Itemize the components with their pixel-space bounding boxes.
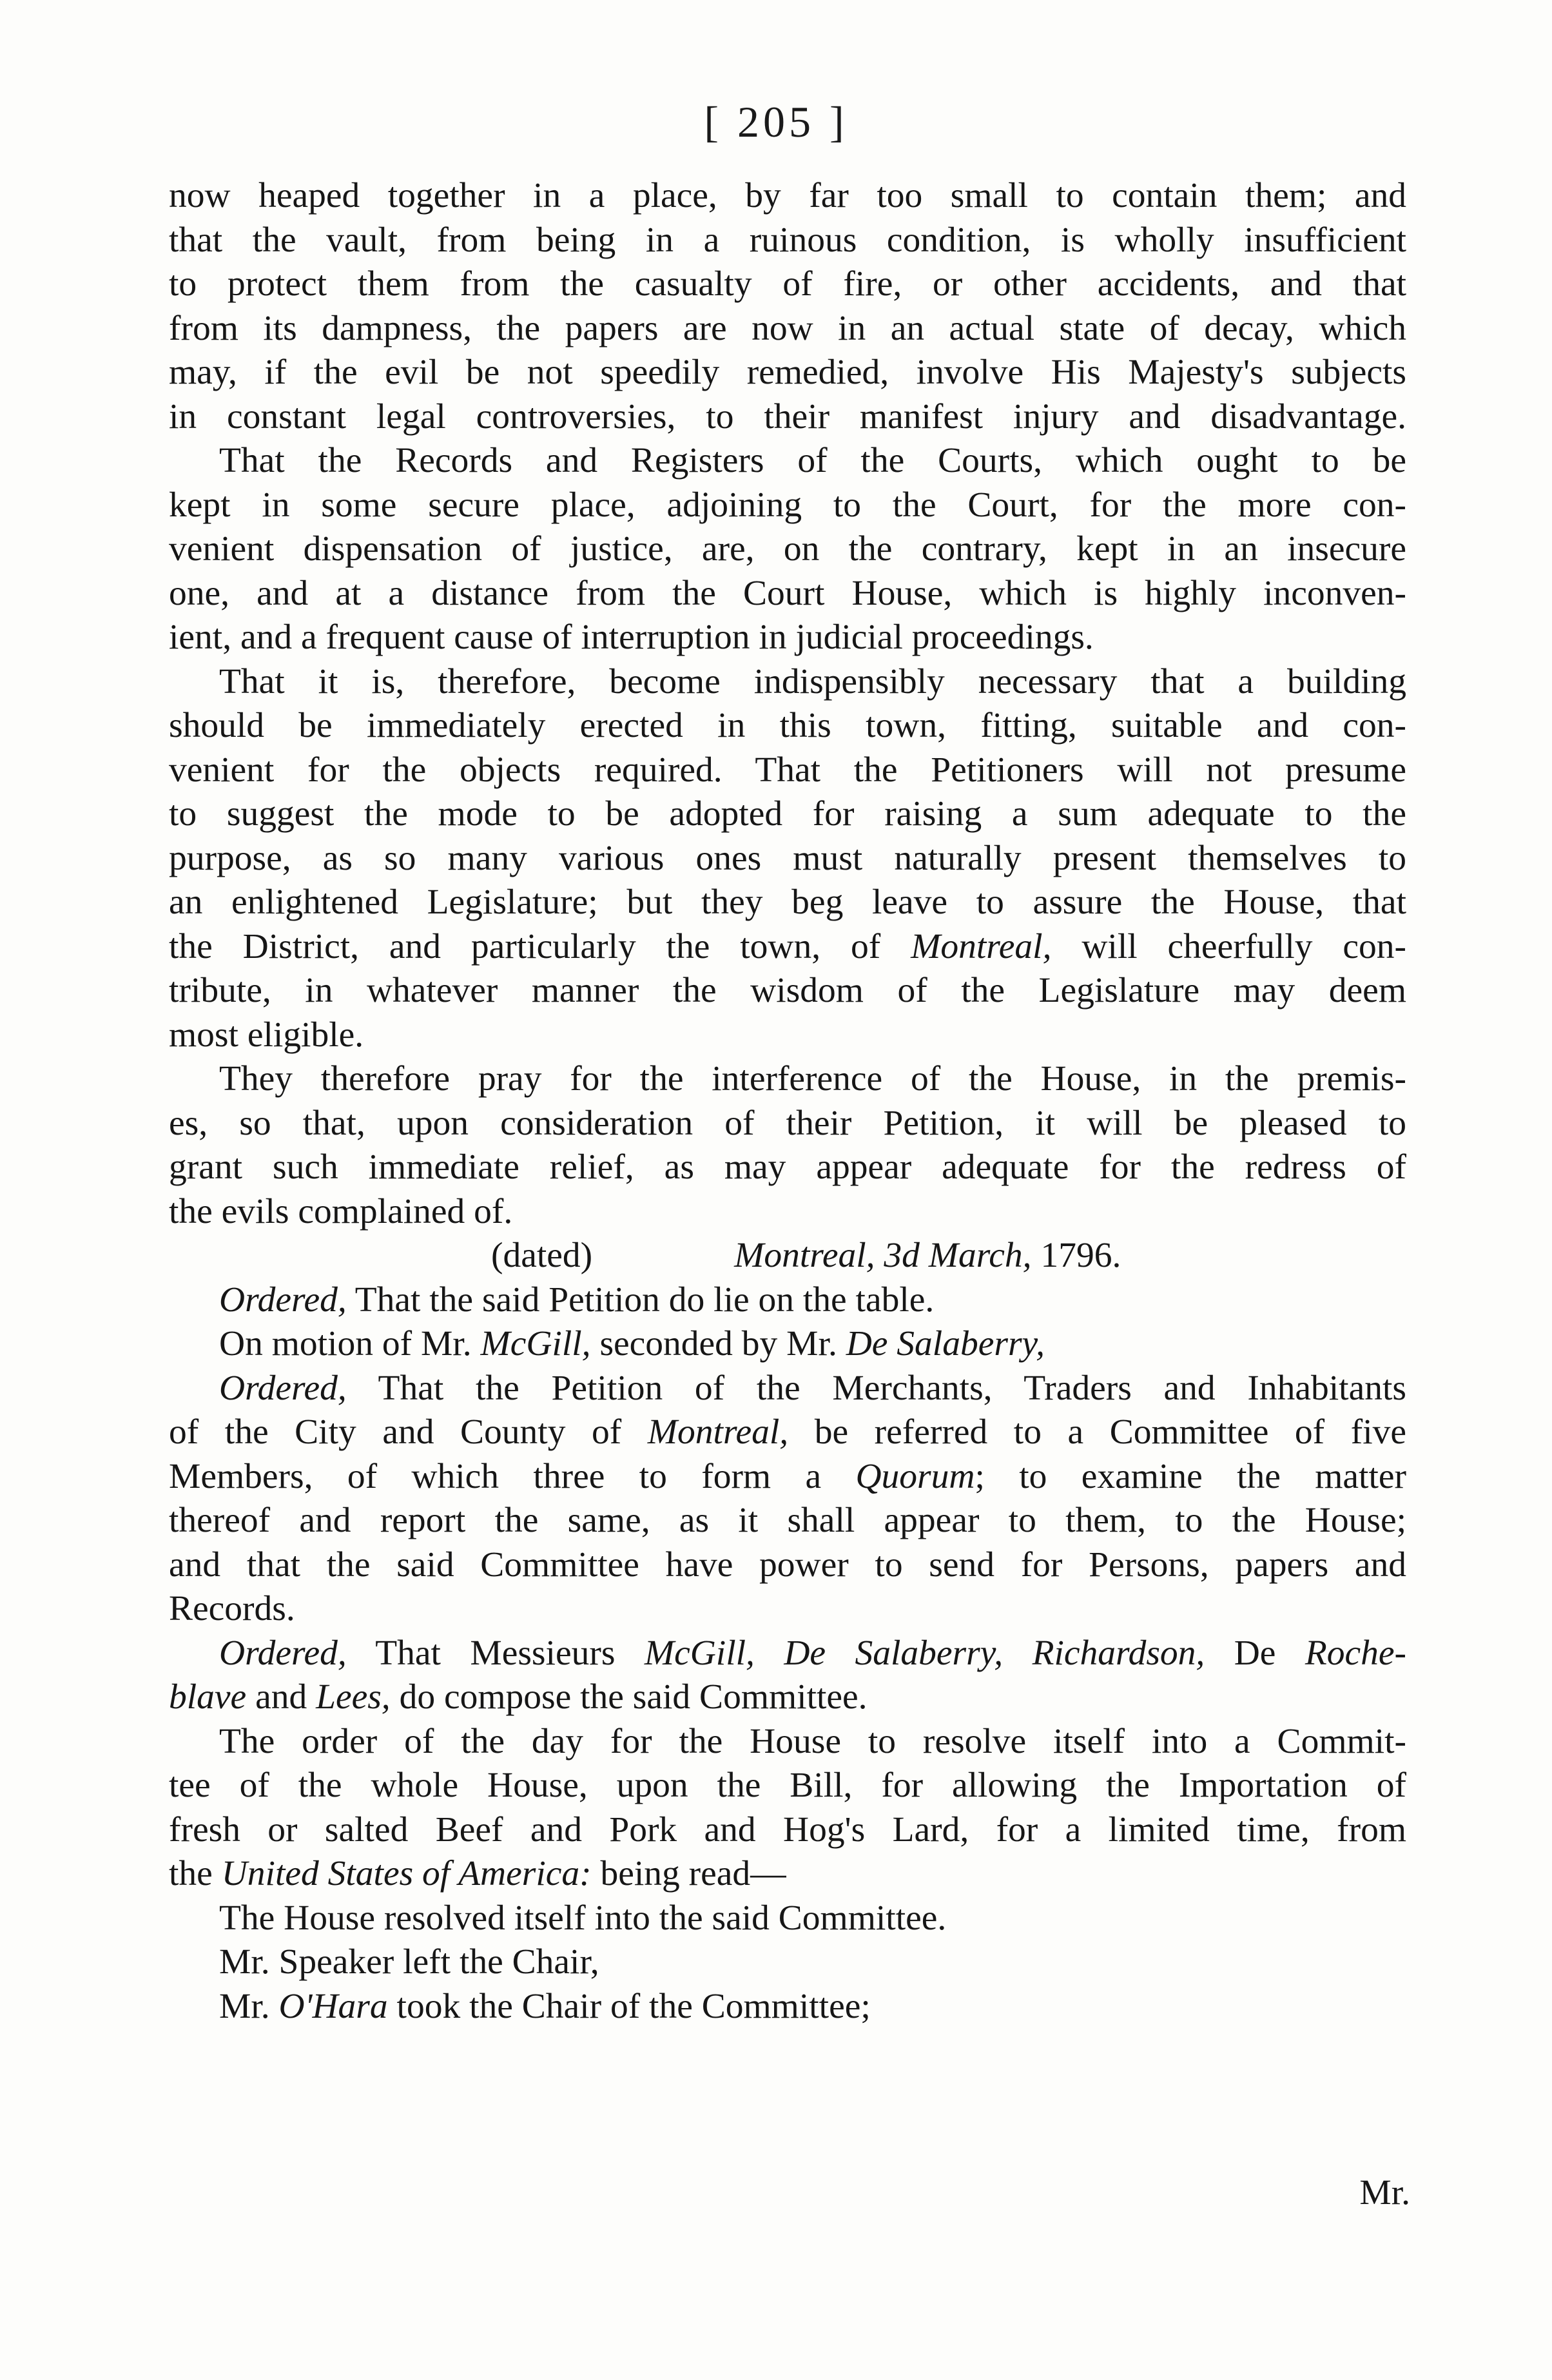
person-name: blave — [169, 1677, 247, 1717]
text-line: thereof and report the same, as it shall appear to them, to the House; — [169, 1501, 1406, 1540]
text-line — [169, 1675, 1406, 1720]
text-line: most eligible. — [169, 1015, 364, 1055]
dateline — [169, 1234, 1406, 1278]
text-line — [169, 925, 1406, 970]
place-name: Montreal, — [647, 1412, 789, 1452]
text-line: grant such immediate relief, as may appear adequate for the redress of — [169, 1147, 1406, 1187]
text-span: ; to examine the matter — [975, 1456, 1407, 1496]
text-span: do compose the said Committee. — [399, 1677, 868, 1717]
text-line: They therefore pray for the interference of the House, in the premis- — [219, 1059, 1406, 1098]
text-span: of the City and County of — [169, 1412, 622, 1452]
text-span: Mr. — [219, 1986, 270, 2026]
text-line: fresh or salted Beef and Pork and Hog's Lard, for a limited time, from — [169, 1809, 1406, 1849]
text-span: That Messieurs — [375, 1633, 616, 1673]
body-text — [169, 174, 1406, 2029]
dated-label: (dated) — [491, 1236, 593, 1275]
text-span: being read— — [600, 1854, 786, 1893]
text-line: The House resolved itself into the said Committee. — [219, 1898, 947, 1938]
text-line: ient, and a frequent cause of interruption in judicial proceedings. — [169, 618, 1094, 657]
ordered-label: Ordered, — [219, 1368, 347, 1408]
text-span: the District, and particularly the town, of — [169, 926, 881, 966]
text-line — [169, 1455, 1406, 1499]
person-name: Roche- — [1305, 1633, 1407, 1673]
person-names: McGill, De Salaberry, Richardson, — [644, 1633, 1205, 1673]
text-span: the — [169, 1854, 213, 1893]
ordered-label: Ordered, — [219, 1633, 347, 1673]
text-line: venient dispensation of justice, are, on the contrary, kept in an insecure — [169, 529, 1406, 569]
catchword: Mr. — [1359, 2173, 1410, 2212]
person-name: McGill, — [480, 1324, 591, 1363]
text-line: tribute, in whatever manner the wisdom of the Legislature may deem — [169, 971, 1406, 1010]
text-span: will cheerfully con- — [1082, 926, 1406, 966]
text-line: the evils complained of. — [169, 1191, 513, 1231]
text-line: to protect them from the casualty of fire, or other accidents, and that — [169, 264, 1406, 304]
text-line: that the vault, from being in a ruinous condition, is wholly insufficient — [169, 220, 1406, 260]
text-line: The order of the day for the House to resolve itself into a Commit- — [219, 1721, 1406, 1761]
text-line — [169, 1410, 1406, 1455]
text-span: De — [1234, 1633, 1276, 1673]
text-line: should be immediately erected in this town, fitting, suitable and con- — [169, 706, 1406, 745]
person-name: De Salaberry, — [846, 1324, 1045, 1363]
text-line: may, if the evil be not speedily remedied, involve His Majesty's subjects — [169, 353, 1406, 392]
text-span: took the Chair of the Committee; — [396, 1986, 871, 2026]
text-line — [169, 1852, 1406, 1897]
text-line: tee of the whole House, upon the Bill, for allowing the Importation of — [169, 1766, 1406, 1805]
text-span: That the said Petition do lie on the table. — [354, 1280, 935, 1320]
person-name: Lees, — [316, 1677, 391, 1717]
text-span: be referred to a Committee of five — [814, 1412, 1406, 1452]
ordered-label: Ordered, — [219, 1280, 347, 1320]
text-span: Members, of which three to form a — [169, 1456, 822, 1496]
text-line: an enlightened Legislature; but they beg leave to assure the House, that — [169, 883, 1406, 922]
text-line: to suggest the mode to be adopted for raising a sum adequate to the — [169, 794, 1406, 834]
text-line: venient for the objects required. That the Petitioners will not presume — [169, 750, 1406, 790]
date-year: 1796. — [1040, 1236, 1121, 1275]
text-line: from its dampness, the papers are now in an actual state of decay, which — [169, 308, 1406, 348]
text-line — [169, 1322, 1406, 1367]
text-line: kept in some secure place, adjoining to the Court, for the more con- — [169, 485, 1406, 525]
text-line: That the Records and Registers of the Courts, which ought to be — [219, 441, 1406, 480]
text-span: seconded by Mr. — [599, 1324, 837, 1363]
text-span: That the Petition of the Merchants, Traders and Inhabitants — [378, 1368, 1406, 1408]
person-name: O'Hara — [278, 1986, 388, 2026]
text-line — [169, 1278, 1406, 1323]
quorum-word: Quorum — [855, 1456, 975, 1496]
place-name: United States of America: — [221, 1854, 592, 1893]
text-line: and that the said Committee have power to send for Persons, papers and — [169, 1545, 1406, 1585]
page-number: [ 205 ] — [704, 97, 848, 146]
text-line: now heaped together in a place, by far too small to contain them; and — [169, 176, 1406, 215]
text-line: Mr. Speaker left the Chair, — [219, 1942, 599, 1982]
text-line: That it is, therefore, become indispensibly necessary that a building — [219, 661, 1406, 701]
text-line — [169, 1985, 1406, 2029]
date-place: Montreal, 3d March, — [734, 1236, 1032, 1275]
text-line — [169, 1367, 1406, 1411]
text-line — [169, 1632, 1406, 1676]
text-line: es, so that, upon consideration of their Petition, it will be pleased to — [169, 1103, 1406, 1143]
text-line: in constant legal controversies, to their manifest injury and disadvantage. — [169, 396, 1406, 436]
place-name: Montreal, — [911, 926, 1052, 966]
text-span: On motion of Mr. — [219, 1324, 472, 1363]
text-span: and — [255, 1677, 307, 1717]
text-line: purpose, as so many various ones must naturally present themselves to — [169, 838, 1406, 878]
text-line: one, and at a distance from the Court House, which is highly inconven- — [169, 573, 1406, 613]
text-line: Records. — [169, 1589, 295, 1628]
